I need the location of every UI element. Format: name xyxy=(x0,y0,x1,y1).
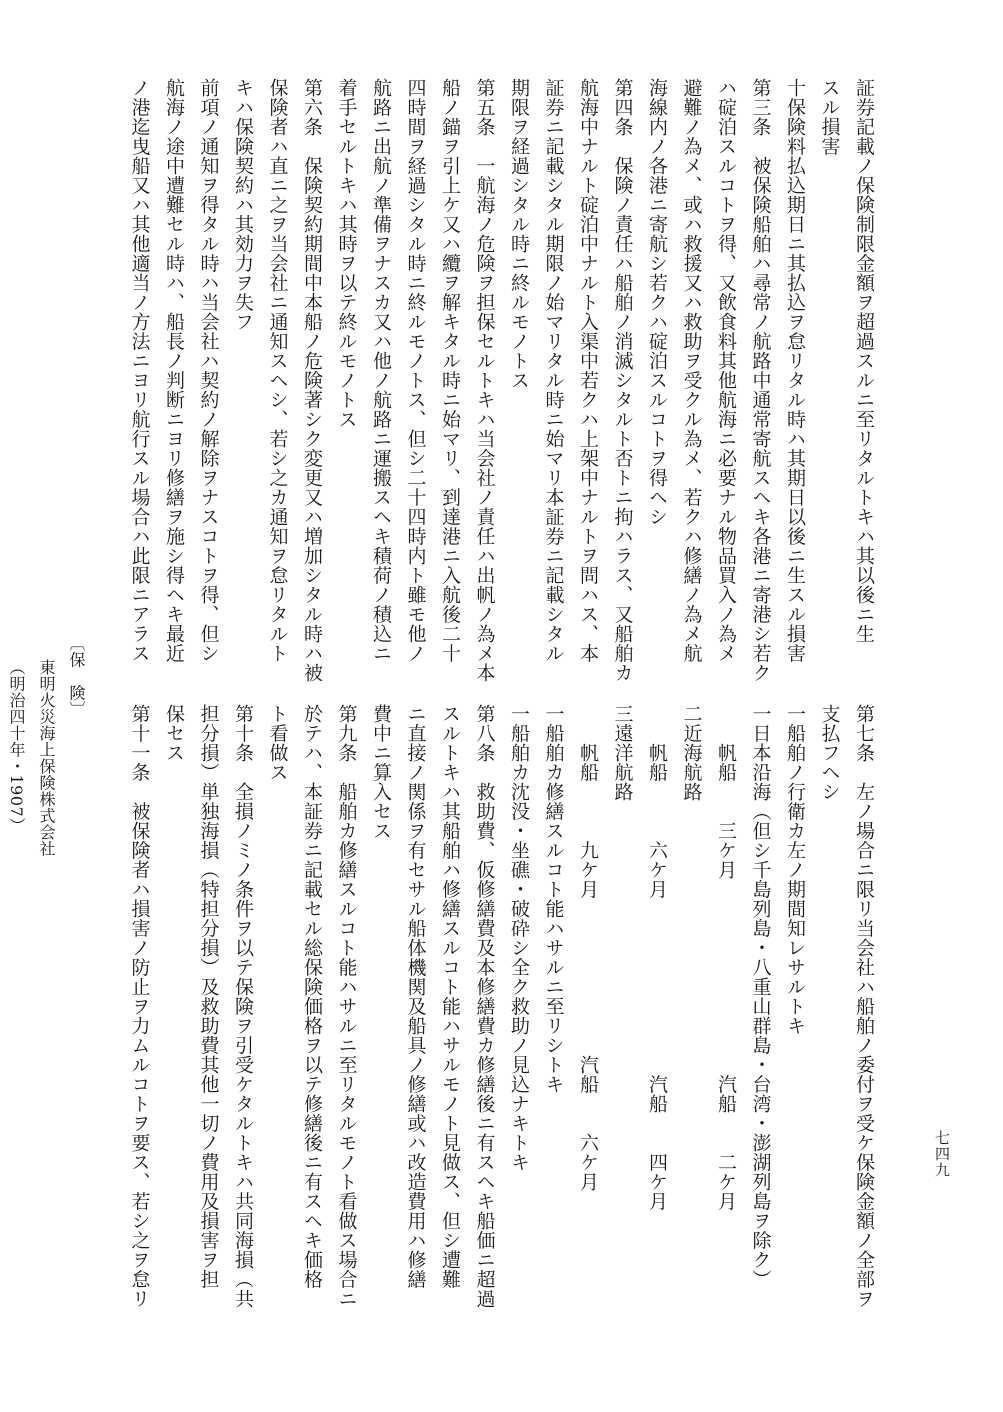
text-line: 帆船 三ケ月 汽船 二ケ月 xyxy=(715,704,737,1211)
text-line: 航海ノ途中遭難セル時ハ、船長ノ判断ニヨリ修繕ヲ施シ得ヘキ最近 xyxy=(163,78,185,663)
text-line: 期限ヲ経過シタル時ニ終ルモノトス xyxy=(508,78,530,390)
text-line: ノ港迄曳船又ハ其他適当ノ方法ニヨリ航行スル場合ハ此限ニアラス xyxy=(128,78,151,663)
text-line: 支払フヘシ xyxy=(818,704,841,802)
text-line: 着手セルトキハ其時ヲ以テ終ルモノトス xyxy=(335,78,358,429)
text-line: 避難ノ為メ、或ハ救援又ハ救助ヲ受クル為メ、若クハ修繕ノ為メ航 xyxy=(680,78,703,663)
text-line: スルトキハ其船舶ハ修繕スルコト能ハサルモノト見做ス、但シ遭難 xyxy=(439,704,461,1289)
page-footer xyxy=(1,635,91,857)
text-line: ト看做ス xyxy=(266,704,289,782)
text-line: 帆船 九ケ月 汽船 六ケ月 xyxy=(577,704,599,1192)
text-line: 第十一条 被保険者ハ損害ノ防止ヲ力ムルコトヲ要ス、若シ之ヲ怠リ xyxy=(128,704,151,1309)
text-line: 航海中ナルト碇泊中ナルト入渠中若クハ上架中ナルトヲ問ハス、本 xyxy=(577,78,599,663)
text-line: 第四条 保険ノ責任ハ船舶ノ消滅シタルト否トニ拘ハラス、又船舶カ xyxy=(611,78,634,683)
text-line: 担分損）単独海損（特担分損）及救助費其他一切ノ費用及損害ヲ担 xyxy=(197,704,220,1289)
upper-text-block xyxy=(122,78,881,683)
text-line: 第七条 左ノ場合ニ限リ当会社ハ船舶ノ委付ヲ受ケ保険金額ノ全部ヲ xyxy=(853,704,875,1309)
text-line: 一日本沿海（但シ千島列島・八重山群島・台湾・澎湖列島ヲ除ク） xyxy=(749,704,772,1289)
text-line: 十保険料払込期日ニ其払込ヲ怠リタル時ハ其期日以後ニ生スル損害 xyxy=(784,78,806,663)
footer-company: 東明火災海上保険株式会社 xyxy=(37,659,56,857)
text-line: ハ碇泊スルコトヲ得、又飲食料其他航海ニ必要ナル物品買入ノ為メ xyxy=(715,78,737,663)
text-line: 第三条 被保険船舶ハ尋常ノ航路中通常寄航スヘキ各港ニ寄港シ若ク xyxy=(749,78,772,683)
footer-category: 〔保 険〕 xyxy=(67,635,86,718)
text-line: 船ノ錨ヲ引上ケ又ハ纜ヲ解キタル時ニ始マリ、到達港ニ入航後二十 xyxy=(439,78,461,663)
text-line: 一船舶ノ行衛カ左ノ期間知レサルトキ xyxy=(784,704,806,1036)
text-line: 航路ニ出航ノ準備ヲナスカ又ハ他ノ航路ニ運搬スヘキ積荷ノ積込ニ xyxy=(370,78,392,663)
footer-date: （明治四十年・1907） xyxy=(7,659,26,834)
text-line: 二近海航路 xyxy=(680,704,703,802)
text-line: 第十条 全損ノミノ条件ヲ以テ保険ヲ引受ケタルトキハ共同海損（共 xyxy=(232,704,254,1309)
text-line: 保セス xyxy=(163,704,185,763)
text-line: 費中ニ算入セス xyxy=(370,704,392,841)
text-line: 第五条 一航海ノ危険ヲ担保セルトキハ当会社ノ責任ハ出帆ノ為メ本 xyxy=(473,78,496,683)
page-number: 七四九 xyxy=(933,1130,951,1178)
text-line: 帆船 六ケ月 汽船 四ケ月 xyxy=(646,704,668,1211)
text-line: スル損害 xyxy=(818,78,841,156)
text-line: 証券記載ノ保険制限金額ヲ超過スルニ至リタルトキハ其以後ニ生 xyxy=(853,78,875,644)
text-line: 海線内ノ各港ニ寄航シ若クハ碇泊スルコトヲ得ヘシ xyxy=(646,78,668,527)
text-line: 前項ノ通知ヲ得タル時ハ当会社ハ契約ノ解除ヲナスコトヲ得、但シ xyxy=(197,78,220,663)
text-line: ニ直接ノ関係ヲ有セサル船体機関及船具ノ修繕或ハ改造費用ハ修繕 xyxy=(404,704,427,1289)
text-line: 一船舶カ沈没・坐礁・破砕シ全ク救助ノ見込ナキトキ xyxy=(508,704,530,1172)
lower-text-block xyxy=(122,704,881,1364)
text-line: キハ保険契約ハ其効力ヲ失フ xyxy=(232,78,254,332)
text-line: 於テハ、本証券ニ記載セル総保険価格ヲ以テ修繕後ニ有スヘキ価格 xyxy=(301,704,323,1289)
text-line: 証券ニ記載シタル期限ノ始マリタル時ニ始マリ本証券ニ記載シタル xyxy=(542,78,565,663)
text-line: 第六条 保険契約期間中本船ノ危険著シク変更又ハ増加シタル時ハ被 xyxy=(301,78,323,683)
text-line: 一船舶カ修繕スルコト能ハサルニ至リシトキ xyxy=(542,704,565,1094)
text-line: 四時間ヲ経過シタル時ニ終ルモノトス、但シ二十四時内ト雖モ他ノ xyxy=(404,78,427,663)
text-line: 三遠洋航路 xyxy=(611,704,634,802)
text-line: 第九条 船舶カ修繕スルコト能ハサルニ至リタルモノト看做ス場合ニ xyxy=(335,704,358,1309)
text-line: 第八条 救助費、仮修繕費及本修繕費カ修繕後ニ有スヘキ船価ニ超過 xyxy=(473,704,496,1309)
text-line: 保険者ハ直ニ之ヲ当会社ニ通知スヘシ、若シ之カ通知ヲ怠リタルト xyxy=(266,78,289,663)
